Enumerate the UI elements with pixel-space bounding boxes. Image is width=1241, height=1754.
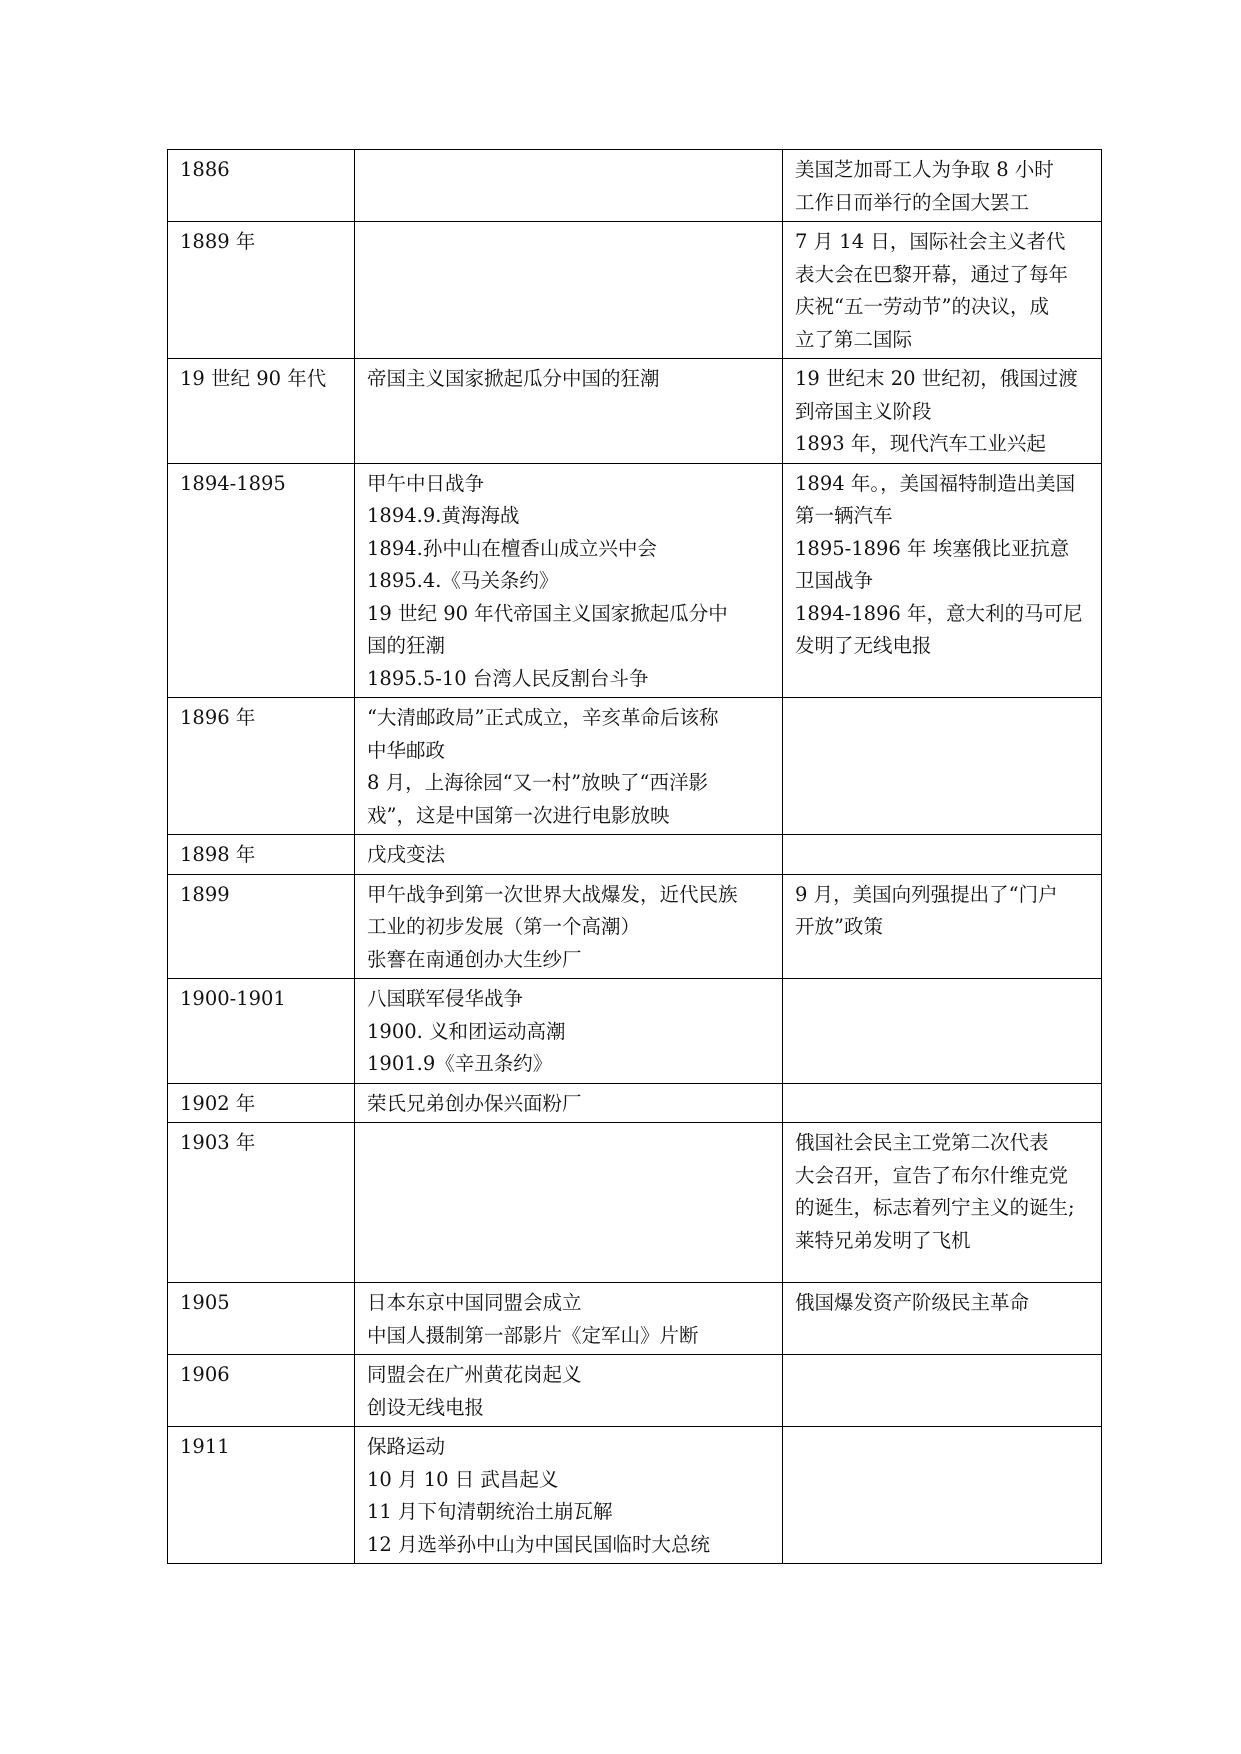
- year-text: 1911: [180, 1435, 230, 1458]
- table-row: [168, 874, 1102, 979]
- china-events-cell: [355, 874, 783, 979]
- world-event-line: 1894-1896 年，意大利的马可尼: [795, 601, 1083, 625]
- china-event-line: 8 月，上海徐园“又一村”放映了“西洋影: [367, 771, 709, 794]
- world-event-line: 9 月，美国向列强提出了“门户: [795, 882, 1058, 906]
- china-events-cell: [355, 1427, 783, 1564]
- world-events-cell: [783, 835, 1102, 875]
- year-cell: [168, 359, 355, 464]
- timeline-body: [168, 150, 1102, 1564]
- world-event-line: 立了第二国际: [795, 327, 913, 351]
- china-events-cell: [355, 1123, 783, 1283]
- world-event-line: 1894 年。，美国福特制造出美国: [795, 471, 1076, 495]
- world-event-line: 美国芝加哥工人为争取 8 小时: [795, 158, 1054, 181]
- world-event-line: 发明了无线电报: [795, 634, 932, 657]
- china-event-line: 张謇在南通创办大生纱厂: [367, 947, 582, 971]
- china-event-line: 国的狂潮: [367, 634, 446, 657]
- china-event-line: 创设无线电报: [367, 1395, 485, 1419]
- china-event-line: 甲午中日战争: [367, 471, 485, 495]
- year-text: 1898 年: [180, 843, 256, 866]
- table-row: [168, 698, 1102, 835]
- year-cell: [168, 1083, 355, 1123]
- china-event-line: 1895.5-10 台湾人民反割台斗争: [367, 666, 649, 690]
- year-text: 1896 年: [180, 706, 256, 729]
- year-cell: [168, 222, 355, 359]
- world-event-line: 第一辆汽车: [795, 504, 893, 527]
- year-cell: [168, 835, 355, 875]
- china-event-line: 12 月选举孙中山为中国民国临时大总统: [367, 1532, 711, 1556]
- year-text: 1905: [180, 1291, 230, 1314]
- year-cell: [168, 874, 355, 979]
- china-events-cell: [355, 1083, 783, 1123]
- table-row: [168, 835, 1102, 875]
- world-events-cell: [783, 698, 1102, 835]
- world-events-cell: [783, 1283, 1102, 1355]
- china-event-line: “大清邮政局”正式成立，辛亥革命后该称: [367, 706, 719, 729]
- world-events-cell: [783, 1427, 1102, 1564]
- china-event-line: 帝国主义国家掀起瓜分中国的狂潮: [367, 367, 660, 390]
- table-row: [168, 1283, 1102, 1355]
- year-cell: [168, 979, 355, 1084]
- world-event-line: 19 世纪末 20 世纪初，俄国过渡: [795, 367, 1078, 390]
- china-event-line: 保路运动: [367, 1435, 446, 1458]
- year-text: 1903 年: [180, 1131, 256, 1154]
- table-row: [168, 1123, 1102, 1283]
- world-event-line: 庆祝“五一劳动节”的决议，成: [795, 295, 1049, 318]
- china-event-line: 1900. 义和团运动高潮: [367, 1019, 566, 1043]
- year-cell: [168, 150, 355, 222]
- china-events-cell: [355, 698, 783, 835]
- china-event-line: 1901.9《辛丑条约》: [367, 1052, 553, 1075]
- china-event-line: 中国人摄制第一部影片《定军山》片断: [367, 1323, 699, 1347]
- world-events-cell: [783, 222, 1102, 359]
- china-events-cell: [355, 979, 783, 1084]
- world-events-cell: [783, 1355, 1102, 1427]
- china-event-line: 10 月 10 日 武昌起义: [367, 1467, 559, 1491]
- world-event-line: 开放”政策: [795, 915, 883, 938]
- year-cell: [168, 463, 355, 698]
- china-event-line: 日本东京中国同盟会成立: [367, 1291, 582, 1314]
- china-event-line: 戊戌变法: [367, 843, 446, 866]
- china-events-cell: [355, 835, 783, 875]
- year-cell: [168, 1427, 355, 1564]
- china-events-cell: [355, 1283, 783, 1355]
- world-event-line: 俄国爆发资产阶级民主革命: [795, 1291, 1030, 1314]
- table-row: [168, 222, 1102, 359]
- year-text: 1886: [180, 158, 230, 181]
- china-events-cell: [355, 222, 783, 359]
- world-event-line: 卫国战争: [795, 569, 874, 592]
- china-event-line: 甲午战争到第一次世界大战爆发，近代民族: [367, 882, 738, 906]
- china-event-line: 1894.9.黄海海战: [367, 504, 520, 527]
- timeline-table: [167, 149, 1102, 1564]
- china-event-line: 八国联军侵华战争: [367, 987, 524, 1010]
- china-event-line: 中华邮政: [367, 738, 446, 762]
- table-row: [168, 1427, 1102, 1564]
- china-events-cell: [355, 150, 783, 222]
- china-event-line: 11 月下旬清朝统治土崩瓦解: [367, 1500, 613, 1523]
- china-event-line: 荣氏兄弟创办保兴面粉厂: [367, 1091, 582, 1115]
- year-text: 1902 年: [180, 1091, 256, 1115]
- year-text: 1894-1895: [180, 471, 286, 495]
- china-event-line: 1895.4.《马关条约》: [367, 569, 559, 592]
- world-event-line: 俄国社会民主工党第二次代表: [795, 1131, 1049, 1154]
- world-events-cell: [783, 1083, 1102, 1123]
- world-event-line: 莱特兄弟发明了飞机: [795, 1228, 971, 1252]
- table-row: [168, 1083, 1102, 1123]
- china-event-line: 工业的初步发展（第一个高潮）: [367, 915, 641, 938]
- year-text: 1889 年: [180, 230, 256, 253]
- year-cell: [168, 1355, 355, 1427]
- table-row: [168, 979, 1102, 1084]
- china-event-line: 19 世纪 90 年代帝国主义国家掀起瓜分中: [367, 601, 728, 625]
- world-event-line: 的诞生，标志着列宁主义的诞生;: [795, 1196, 1075, 1219]
- china-events-cell: [355, 1355, 783, 1427]
- world-events-cell: [783, 359, 1102, 464]
- year-cell: [168, 698, 355, 835]
- world-events-cell: [783, 463, 1102, 698]
- table-row: [168, 359, 1102, 464]
- world-event-line: 表大会在巴黎开幕，通过了每年: [795, 262, 1069, 286]
- china-event-line: 同盟会在广州黄花岗起义: [367, 1363, 582, 1386]
- world-events-cell: [783, 150, 1102, 222]
- year-text: 1906: [180, 1363, 230, 1386]
- table-row: [168, 1355, 1102, 1427]
- world-events-cell: [783, 1123, 1102, 1283]
- year-cell: [168, 1283, 355, 1355]
- world-events-cell: [783, 979, 1102, 1084]
- table-row: [168, 463, 1102, 698]
- year-text: 1900-1901: [180, 987, 286, 1010]
- year-text: 19 世纪 90 年代: [180, 367, 327, 390]
- china-events-cell: [355, 463, 783, 698]
- year-text: 1899: [180, 882, 230, 906]
- china-event-line: 戏”，这是中国第一次进行电影放映: [367, 803, 670, 827]
- world-event-line: 大会召开，宣告了布尔什维克党: [795, 1163, 1069, 1187]
- world-event-line: 工作日而举行的全国大罢工: [795, 190, 1030, 214]
- world-events-cell: [783, 874, 1102, 979]
- table-row: [168, 150, 1102, 222]
- world-event-line: 1895-1896 年 埃塞俄比亚抗意: [795, 536, 1070, 560]
- world-event-line: 7 月 14 日，国际社会主义者代: [795, 230, 1066, 253]
- china-event-line: 1894.孙中山在檀香山成立兴中会: [367, 536, 657, 560]
- world-event-line: 1893 年，现代汽车工业兴起: [795, 432, 1046, 455]
- world-event-line: 到帝国主义阶段: [795, 399, 932, 423]
- china-events-cell: [355, 359, 783, 464]
- year-cell: [168, 1123, 355, 1283]
